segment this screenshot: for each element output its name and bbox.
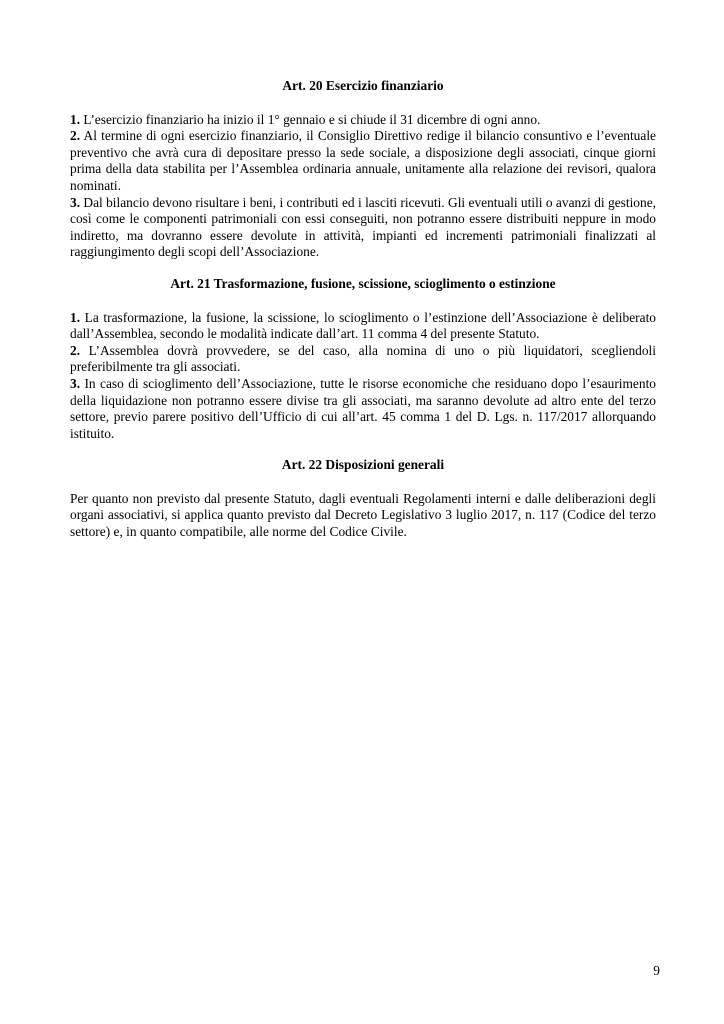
paragraph-number: 1. <box>70 309 81 325</box>
paragraph-text: In caso di scioglimento dell’Associazione, tutte le risorse economiche che residuano dopo l’esaurimento della liquidazione non potranno essere divise tra gli associati, ma saranno devolute ad altro ente del terzo settore, previo parere positivo dell’Ufficio di cui all’art. 45 comma 1 del D. Lgs. n. 117/2017 allorquando istituito. <box>70 375 656 441</box>
page-number: 9 <box>653 963 660 978</box>
article-heading: Art. 21 Trasformazione, fusione, scissione, scioglimento o estinzione <box>170 275 556 291</box>
article-paragraph <box>70 491 656 541</box>
paragraph-number: 3. <box>70 194 81 210</box>
paragraph-text: Per quanto non previsto dal presente Statuto, dagli eventuali Regolamenti interni e dalle deliberazioni degli organi associativi, si applica quanto previsto dal Decreto Legislativo 3 luglio 2017, n. 117 (Codice del terzo settore) e, in quanto compatibile, alle norme del Codice Civile. <box>70 490 656 540</box>
document-page <box>70 78 656 556</box>
article-heading: Art. 20 Esercizio finanziario <box>282 78 444 93</box>
article-paragraph <box>70 343 656 376</box>
article-paragraph <box>70 195 656 261</box>
article-21 <box>70 276 656 442</box>
paragraph-text: Dal bilancio devono risultare i beni, i contributi ed i lasciti ricevuti. Gli eventuali utili o avanzi di gestione, così come le componenti patrimoniali con essi conseguiti, non potranno essere distribuiti neppure in modo indiretto, ma dovranno essere devolute in attività, impianti ed incrementi patrimoniali finalizzati al raggiungimento degli scopi dell’Associazione. <box>70 194 656 260</box>
article-heading: Art. 22 Disposizioni generali <box>281 457 445 473</box>
article-paragraph <box>70 112 656 129</box>
paragraph-text: La trasformazione, la fusione, la scissione, lo scioglimento o l’estinzione dell’Associazione è deliberato dall’Assemblea, secondo le modalità indicate dall’art. 11 comma 4 del presente Statuto. <box>70 309 656 342</box>
article-20 <box>70 78 656 261</box>
article-paragraph <box>70 376 656 442</box>
paragraph-number: 1. <box>70 111 81 127</box>
article-paragraph <box>70 128 656 194</box>
article-paragraph <box>70 310 656 343</box>
article-22 <box>70 457 656 540</box>
paragraph-number: 2. <box>70 342 81 358</box>
paragraph-text: Al termine di ogni esercizio finanziario, il Consiglio Direttivo redige il bilancio consuntivo e l’eventuale preventivo che avrà cura di depositare presso la sede sociale, a disposizione degli associati, cinque giorni prima della data stabilita per l’Assemblea ordinaria annuale, unitamente alla relazione dei revisori, qualora nominati. <box>70 128 656 193</box>
paragraph-number: 2. <box>70 128 81 144</box>
paragraph-text: L’Assemblea dovrà provvedere, se del caso, alla nomina di uno o più liquidatori, scegliendoli preferibilmente tra gli associati. <box>70 342 656 375</box>
paragraph-number: 3. <box>70 375 81 391</box>
paragraph-text: L’esercizio finanziario ha inizio il 1° gennaio e si chiude il 31 dicembre di ogni anno. <box>80 111 541 127</box>
